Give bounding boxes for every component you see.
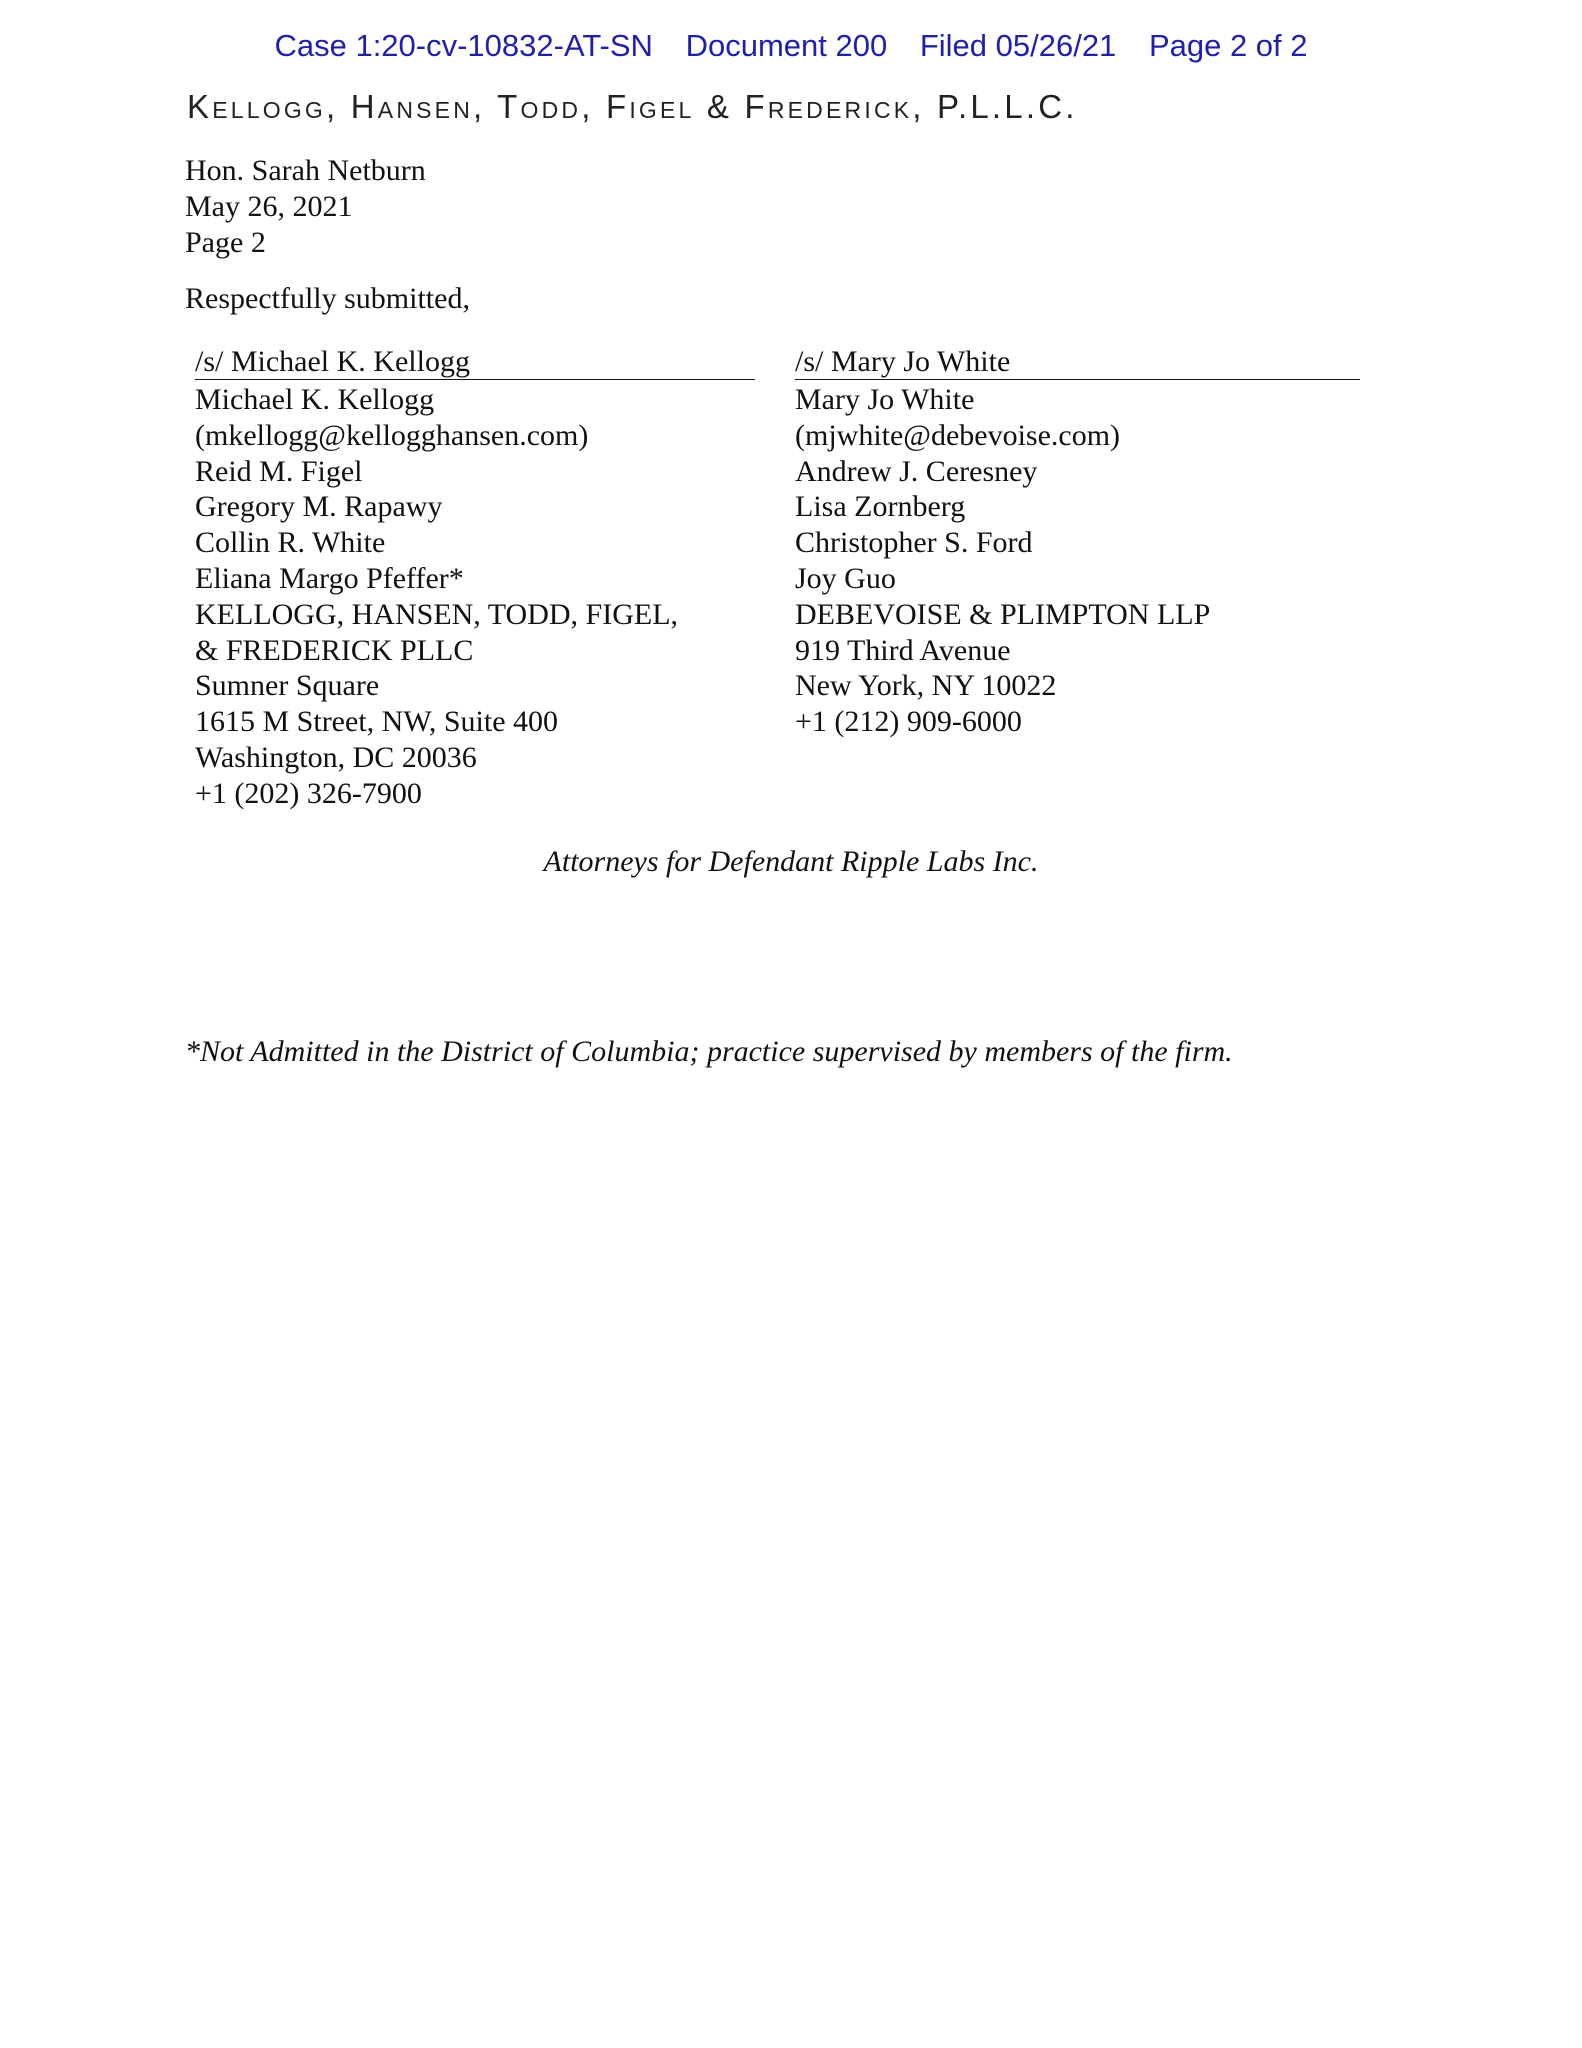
signature-detail-line: (mkellogg@kellogghansen.com) — [195, 418, 589, 452]
signature-detail-line: KELLOGG, HANSEN, TODD, FIGEL, — [195, 597, 679, 631]
signature-detail-line: Joy Guo — [795, 561, 896, 595]
signature-detail-line: +1 (212) 909-6000 — [795, 705, 1022, 739]
signature-detail-line: +1 (202) 326-7900 — [195, 776, 422, 810]
signature-detail-line: Eliana Margo Pfeffer* — [195, 561, 464, 595]
page-count: Page 2 of 2 — [1148, 28, 1308, 63]
addressee: Hon. Sarah Netburn — [185, 154, 426, 187]
ecf-filing-header — [0, 28, 1582, 64]
signature-detail-line: Gregory M. Rapawy — [195, 490, 443, 524]
page-label: Page 2 — [185, 226, 266, 259]
letter-date: May 26, 2021 — [185, 190, 353, 223]
signature-detail-line: (mjwhite@debevoise.com) — [795, 418, 1121, 452]
case-number: Case 1:20-cv-10832-AT-SN — [274, 28, 653, 63]
signature-detail-line: Michael K. Kellogg — [195, 383, 435, 416]
filed-date: Filed 05/26/21 — [919, 28, 1117, 63]
signature-line: /s/ Mary Jo White — [795, 345, 1360, 380]
signature-detail-line: Collin R. White — [195, 526, 386, 560]
signature-detail-line: Lisa Zornberg — [795, 490, 966, 524]
document-number: Document 200 — [685, 28, 888, 63]
signature-detail-line: Mary Jo White — [795, 383, 975, 416]
signature-block-white — [795, 345, 1360, 740]
signature-detail-line: Sumner Square — [195, 669, 380, 703]
signature-detail-line: Christopher S. Ford — [795, 526, 1033, 560]
attorneys-for-line: Attorneys for Defendant Ripple Labs Inc. — [543, 845, 1039, 878]
firm-letterhead: Kellogg, Hansen, Todd, Figel & Frederick, P.L.L.C. — [187, 88, 1078, 125]
signature-detail-line: & FREDERICK PLLC — [195, 633, 474, 667]
signature-detail-line: New York, NY 10022 — [795, 669, 1057, 703]
closing-phrase: Respectfully submitted, — [185, 282, 470, 315]
signature-block-kellogg — [195, 345, 755, 812]
footnote: *Not Admitted in the District of Columbia; practice supervised by members of the firm. — [185, 1035, 1233, 1068]
signature-detail-line: Reid M. Figel — [195, 454, 363, 488]
signature-detail-line: 919 Third Avenue — [795, 633, 1011, 667]
signature-line: /s/ Michael K. Kellogg — [195, 345, 755, 380]
signature-detail-line: Washington, DC 20036 — [195, 740, 477, 774]
signature-detail-line: DEBEVOISE & PLIMPTON LLP — [795, 597, 1211, 631]
signature-detail-line: 1615 M Street, NW, Suite 400 — [195, 705, 559, 739]
signature-detail-line: Andrew J. Ceresney — [795, 454, 1038, 488]
page-reference-block — [185, 153, 426, 261]
